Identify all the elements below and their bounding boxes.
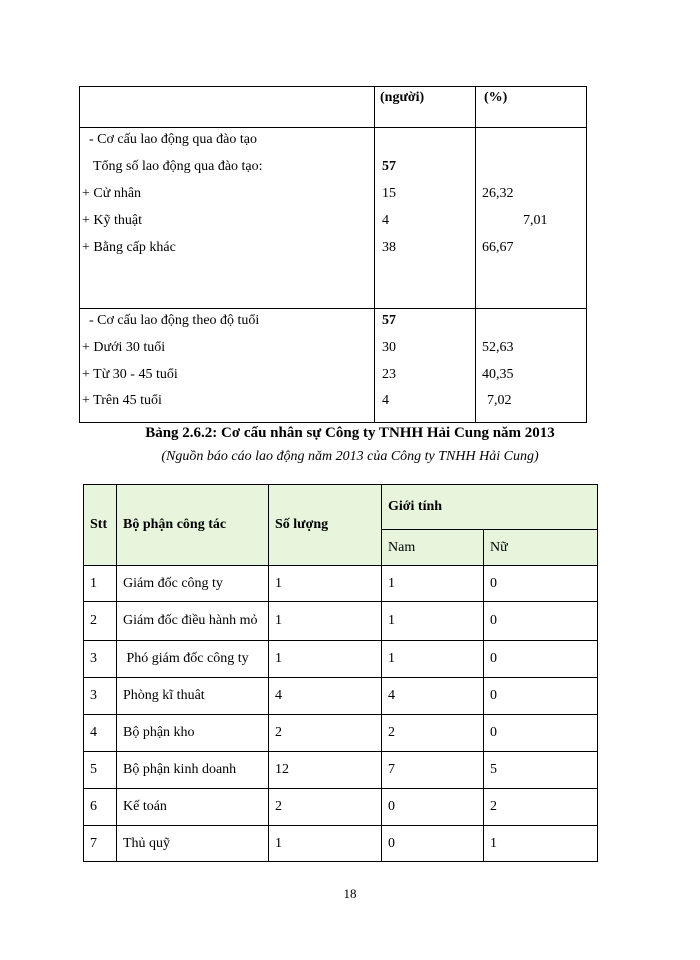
cell-quantity: 1 (269, 641, 382, 678)
cell-stt: 6 (84, 789, 117, 826)
cell-female: 0 (484, 678, 598, 715)
cell-stt: 4 (84, 715, 117, 752)
table-row (84, 641, 598, 678)
header-count: (người) (380, 90, 425, 105)
cell-male: 0 (382, 789, 484, 826)
table-row (84, 715, 598, 752)
row-percent: 66,67 (482, 240, 514, 255)
row-percent: 26,32 (482, 186, 514, 201)
header-quantity: Số lượng (269, 485, 382, 566)
table-border (79, 308, 587, 309)
cell-stt: 3 (84, 641, 117, 678)
cell-quantity: 4 (269, 678, 382, 715)
row-label: + Bằng cấp khác (82, 240, 176, 255)
table-border (79, 422, 587, 423)
row-label: + Từ 30 - 45 tuổi (82, 367, 178, 382)
cell-female: 0 (484, 715, 598, 752)
cell-female: 0 (484, 641, 598, 678)
row-label: + Dưới 30 tuổi (82, 340, 166, 355)
workforce-structure-table (79, 86, 587, 423)
table-caption: Bảng 2.6.2: Cơ cấu nhân sự Công ty TNHH Hải Cung năm 2013 (145, 425, 555, 441)
cell-male: 7 (382, 752, 484, 789)
cell-quantity: 1 (269, 566, 382, 602)
row-count: 15 (382, 186, 396, 201)
row-count: 30 (382, 340, 396, 355)
row-count: 23 (382, 367, 396, 382)
cell-female: 1 (484, 826, 598, 862)
cell-department: Thủ quỹ (117, 826, 269, 862)
cell-stt: 5 (84, 752, 117, 789)
cell-department: Bộ phận kho (117, 715, 269, 752)
table-row (84, 826, 598, 862)
row-count: 4 (382, 213, 389, 228)
cell-male: 1 (382, 602, 484, 641)
cell-male: 4 (382, 678, 484, 715)
cell-stt: 1 (84, 566, 117, 602)
cell-stt: 7 (84, 826, 117, 862)
cell-quantity: 12 (269, 752, 382, 789)
cell-department: Kế toán (117, 789, 269, 826)
cell-male: 1 (382, 566, 484, 602)
cell-female: 0 (484, 602, 598, 641)
header-gender: Giới tính (382, 485, 598, 530)
table-row (84, 789, 598, 826)
row-label: + Cử nhân (82, 186, 142, 201)
row-percent: 52,63 (482, 340, 514, 355)
training-section-title: - Cơ cấu lao động qua đào tạo (89, 132, 257, 147)
cell-quantity: 2 (269, 715, 382, 752)
cell-quantity: 1 (269, 826, 382, 862)
cell-department: Phó giám đốc công ty (117, 641, 269, 678)
cell-quantity: 2 (269, 789, 382, 826)
table-border (79, 86, 80, 423)
table-border (374, 86, 375, 423)
training-total-value: 57 (382, 159, 396, 174)
cell-department: Giám đốc điều hành mỏ (117, 602, 269, 641)
cell-male: 1 (382, 641, 484, 678)
header-male: Nam (382, 530, 484, 566)
row-label: + Kỹ thuật (82, 213, 142, 228)
cell-male: 0 (382, 826, 484, 862)
table-border (79, 127, 587, 128)
row-count: 38 (382, 240, 396, 255)
table-source-note: (Nguồn báo cáo lao động năm 2013 của Công ty TNHH Hải Cung) (161, 449, 539, 464)
header-female: Nữ (484, 530, 598, 566)
page-number: 18 (343, 886, 357, 901)
header-stt: Stt (84, 485, 117, 566)
age-total-value: 57 (382, 313, 396, 328)
row-percent: 40,35 (482, 367, 514, 382)
row-percent: 7,02 (487, 393, 512, 408)
table-row (84, 678, 598, 715)
table-border (586, 86, 587, 423)
row-label: + Trên 45 tuổi (82, 393, 162, 408)
header-department: Bộ phận công tác (117, 485, 269, 566)
cell-department: Bộ phận kinh doanh (117, 752, 269, 789)
cell-department: Giám đốc công ty (117, 566, 269, 602)
table-row (84, 602, 598, 641)
row-percent: 7,01 (523, 213, 548, 228)
cell-female: 5 (484, 752, 598, 789)
cell-female: 0 (484, 566, 598, 602)
cell-stt: 2 (84, 602, 117, 641)
cell-stt: 3 (84, 678, 117, 715)
cell-male: 2 (382, 715, 484, 752)
cell-quantity: 1 (269, 602, 382, 641)
training-total-label: Tổng số lao động qua đào tạo: (93, 159, 263, 174)
age-section-title: - Cơ cấu lao động theo độ tuổi (89, 313, 260, 328)
staff-structure-table (83, 484, 598, 862)
header-percent: (%) (484, 90, 508, 105)
cell-female: 2 (484, 789, 598, 826)
table-row (84, 752, 598, 789)
table-row (84, 566, 598, 602)
cell-department: Phòng kĩ thuât (117, 678, 269, 715)
row-count: 4 (382, 393, 389, 408)
table-border (475, 86, 476, 423)
table-border (79, 86, 587, 87)
